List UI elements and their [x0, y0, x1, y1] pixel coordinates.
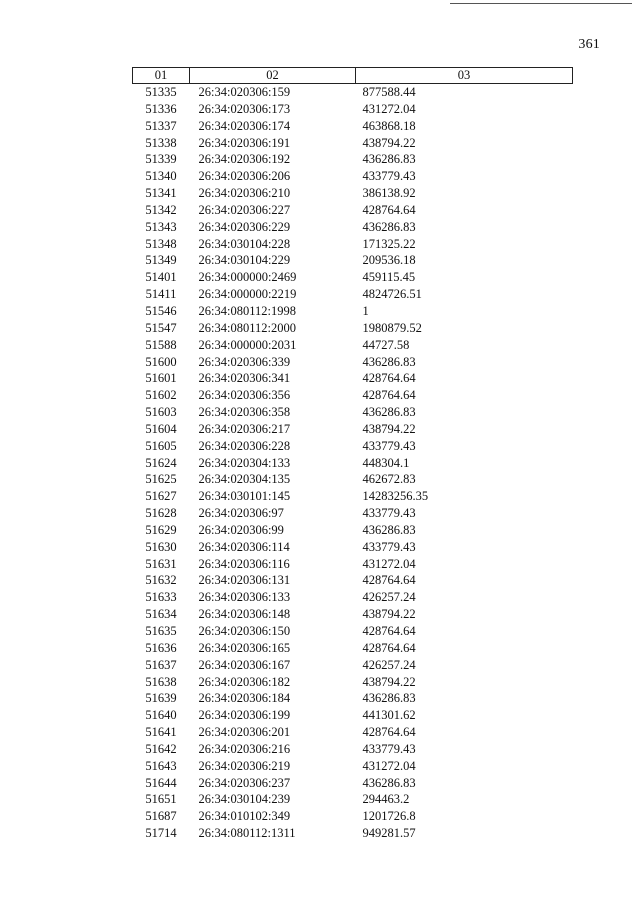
value-cell: 1 [362, 303, 369, 318]
cadastral-number-cell: 26:34:020306:133 [198, 590, 291, 605]
value-cell: 14283256.35 [362, 489, 429, 504]
table-row [133, 337, 573, 354]
table-row [133, 623, 573, 640]
table-row [133, 320, 573, 337]
row-id-cell: 51625 [145, 472, 177, 487]
table-row [133, 455, 573, 472]
cadastral-number-cell: 26:34:020306:237 [198, 775, 291, 790]
value-cell: 436286.83 [362, 152, 416, 167]
table-row [133, 185, 573, 202]
table-row [133, 168, 573, 185]
table-row [133, 657, 573, 674]
cadastral-number-cell: 26:34:000000:2219 [198, 287, 297, 302]
value-cell: 436286.83 [362, 522, 416, 537]
row-id-cell: 51349 [145, 253, 177, 268]
row-id-cell: 51638 [145, 674, 177, 689]
row-id-cell: 51401 [145, 270, 177, 285]
table-row [133, 404, 573, 421]
cadastral-number-cell: 26:34:020306:216 [198, 741, 291, 756]
cadastral-number-cell: 26:34:020306:173 [198, 101, 291, 116]
table-row [133, 438, 573, 455]
cadastral-number-cell: 26:34:020306:99 [198, 522, 284, 537]
row-id-cell: 51651 [145, 792, 177, 807]
table-row [133, 707, 573, 724]
cadastral-number-cell: 26:34:020306:184 [198, 691, 291, 706]
value-cell: 436286.83 [362, 691, 416, 706]
column-header-01: 01 [133, 68, 190, 84]
row-id-cell: 51603 [145, 405, 177, 420]
value-cell: 44727.58 [362, 337, 410, 352]
data-table [132, 67, 573, 842]
cadastral-number-cell: 26:34:020304:135 [198, 472, 291, 487]
row-id-cell: 51635 [145, 624, 177, 638]
row-id-cell: 51687 [145, 809, 177, 824]
cadastral-number-cell: 26:34:030104:229 [198, 253, 291, 268]
table-row [133, 556, 573, 573]
row-id-cell: 51546 [145, 303, 177, 318]
cadastral-number-cell: 26:34:000000:2031 [198, 337, 297, 352]
cadastral-number-cell: 26:34:020306:199 [198, 708, 291, 723]
cadastral-number-cell: 26:34:020306:116 [198, 556, 290, 571]
row-id-cell: 51604 [145, 421, 177, 436]
header-row [133, 68, 573, 84]
row-id-cell: 51411 [145, 287, 177, 302]
value-cell: 433779.43 [362, 169, 416, 184]
cadastral-number-cell: 26:34:020304:133 [198, 455, 291, 470]
table-row [133, 421, 573, 438]
top-rule [450, 3, 632, 4]
row-id-cell: 51348 [145, 236, 177, 251]
row-id-cell: 51632 [145, 573, 177, 588]
row-id-cell: 51637 [145, 657, 177, 672]
row-id-cell: 51640 [145, 708, 177, 723]
table-row [133, 791, 573, 808]
table-row [133, 236, 573, 253]
row-id-cell: 51627 [145, 489, 177, 504]
table-row [133, 775, 573, 792]
table-row [133, 151, 573, 168]
column-header-02: 02 [190, 68, 356, 84]
table-row [133, 303, 573, 320]
cadastral-number-cell: 26:34:020306:174 [198, 118, 291, 133]
row-id-cell: 51335 [145, 85, 177, 99]
value-cell: 441301.62 [362, 708, 416, 723]
value-cell: 428764.64 [362, 624, 416, 638]
value-cell: 438794.22 [362, 135, 416, 150]
row-id-cell: 51336 [145, 101, 177, 116]
row-id-cell: 51600 [145, 354, 177, 369]
value-cell: 433779.43 [362, 741, 416, 756]
row-id-cell: 51714 [145, 826, 177, 841]
value-cell: 431272.04 [362, 101, 416, 116]
value-cell: 436286.83 [362, 405, 416, 420]
cadastral-number-cell: 26:34:020306:191 [198, 135, 291, 150]
value-cell: 877588.44 [362, 85, 416, 99]
table-row [133, 135, 573, 152]
cadastral-number-cell: 26:34:080112:1311 [198, 826, 296, 841]
value-cell: 1201726.8 [362, 809, 416, 824]
value-cell: 448304.1 [362, 455, 410, 470]
row-id-cell: 51341 [145, 186, 177, 201]
value-cell: 426257.24 [362, 590, 416, 605]
cadastral-number-cell: 26:34:000000:2469 [198, 270, 297, 285]
row-id-cell: 51340 [145, 169, 177, 184]
table-header [133, 68, 573, 84]
value-cell: 438794.22 [362, 421, 416, 436]
cadastral-number-cell: 26:34:020306:167 [198, 657, 291, 672]
row-id-cell: 51642 [145, 741, 177, 756]
value-cell: 386138.92 [362, 186, 416, 201]
cadastral-number-cell: 26:34:020306:217 [198, 421, 291, 436]
table-row [133, 488, 573, 505]
cadastral-number-cell: 26:34:020306:150 [198, 624, 291, 638]
table-row [133, 118, 573, 135]
table-row [133, 269, 573, 286]
value-cell: 436286.83 [362, 219, 416, 234]
value-cell: 433779.43 [362, 438, 416, 453]
cadastral-number-cell: 26:34:020306:182 [198, 674, 291, 689]
table-row [133, 84, 573, 101]
table-row [133, 219, 573, 236]
value-cell: 436286.83 [362, 775, 416, 790]
value-cell: 1980879.52 [362, 320, 422, 335]
row-id-cell: 51338 [145, 135, 177, 150]
value-cell: 431272.04 [362, 758, 416, 773]
cadastral-number-cell: 26:34:020306:206 [198, 169, 291, 184]
table-row [133, 825, 573, 842]
value-cell: 433779.43 [362, 539, 416, 554]
value-cell: 438794.22 [362, 607, 416, 622]
cadastral-number-cell: 26:34:020306:358 [198, 405, 291, 420]
row-id-cell: 51643 [145, 758, 177, 773]
value-cell: 436286.83 [362, 354, 416, 369]
value-cell: 463868.18 [362, 118, 416, 133]
row-id-cell: 51629 [145, 522, 177, 537]
cadastral-number-cell: 26:34:020306:114 [198, 539, 290, 554]
table-row [133, 674, 573, 691]
cadastral-number-cell: 26:34:020306:97 [198, 506, 284, 521]
row-id-cell: 51631 [145, 556, 177, 571]
table-row [133, 101, 573, 118]
value-cell: 433779.43 [362, 506, 416, 521]
value-cell: 428764.64 [362, 573, 416, 588]
row-id-cell: 51641 [145, 725, 177, 740]
cadastral-number-cell: 26:34:030104:239 [198, 792, 291, 807]
table-row [133, 202, 573, 219]
value-cell: 431272.04 [362, 556, 416, 571]
cadastral-number-cell: 26:34:020306:159 [198, 85, 291, 99]
column-header-03: 03 [356, 68, 573, 84]
cadastral-number-cell: 26:34:020306:148 [198, 607, 291, 622]
cadastral-number-cell: 26:34:020306:131 [198, 573, 291, 588]
value-cell: 4824726.51 [362, 287, 422, 302]
table-row [133, 286, 573, 303]
table-row [133, 522, 573, 539]
row-id-cell: 51588 [145, 337, 177, 352]
table-row [133, 640, 573, 657]
table-row [133, 354, 573, 371]
table-row [133, 370, 573, 387]
value-cell: 459115.45 [362, 270, 416, 285]
cadastral-number-cell: 26:34:020306:201 [198, 725, 291, 740]
value-cell: 426257.24 [362, 657, 416, 672]
table-row [133, 471, 573, 488]
table-row [133, 724, 573, 741]
cadastral-number-cell: 26:34:030101:145 [198, 489, 291, 504]
row-id-cell: 51633 [145, 590, 177, 605]
row-id-cell: 51343 [145, 219, 177, 234]
table-row [133, 690, 573, 707]
row-id-cell: 51636 [145, 640, 177, 655]
table-row [133, 572, 573, 589]
table-row [133, 741, 573, 758]
cadastral-number-cell: 26:34:080112:1998 [198, 303, 296, 318]
value-cell: 428764.64 [362, 202, 416, 217]
cadastral-number-cell: 26:34:020306:339 [198, 354, 291, 369]
value-cell: 294463.2 [362, 792, 410, 807]
row-id-cell: 51602 [145, 388, 177, 403]
cadastral-number-cell: 26:34:030104:228 [198, 236, 291, 251]
value-cell: 428764.64 [362, 371, 416, 386]
cadastral-number-cell: 26:34:020306:210 [198, 186, 291, 201]
value-cell: 462672.83 [362, 472, 416, 487]
cadastral-number-cell: 26:34:020306:192 [198, 152, 291, 167]
row-id-cell: 51639 [145, 691, 177, 706]
table-row [133, 758, 573, 775]
cadastral-number-cell: 26:34:020306:356 [198, 388, 291, 403]
value-cell: 171325.22 [362, 236, 416, 251]
table-row [133, 606, 573, 623]
row-id-cell: 51644 [145, 775, 177, 790]
cadastral-number-cell: 26:34:020306:227 [198, 202, 291, 217]
table-row [133, 505, 573, 522]
row-id-cell: 51605 [145, 438, 177, 453]
row-id-cell: 51628 [145, 506, 177, 521]
table-row [133, 387, 573, 404]
value-cell: 428764.64 [362, 388, 416, 403]
row-id-cell: 51601 [145, 371, 177, 386]
row-id-cell: 51337 [145, 118, 177, 133]
cadastral-number-cell: 26:34:010102:349 [198, 809, 291, 824]
cadastral-number-cell: 26:34:020306:165 [198, 640, 291, 655]
cadastral-number-cell: 26:34:020306:229 [198, 219, 291, 234]
value-cell: 438794.22 [362, 674, 416, 689]
row-id-cell: 51342 [145, 202, 177, 217]
row-id-cell: 51339 [145, 152, 177, 167]
cadastral-number-cell: 26:34:080112:2000 [198, 320, 296, 335]
row-id-cell: 51547 [145, 320, 177, 335]
value-cell: 209536.18 [362, 253, 416, 268]
value-cell: 949281.57 [362, 826, 416, 841]
table-row [133, 252, 573, 269]
cadastral-number-cell: 26:34:020306:219 [198, 758, 291, 773]
table-row [133, 539, 573, 556]
table-body [133, 84, 573, 842]
value-cell: 428764.64 [362, 640, 416, 655]
row-id-cell: 51630 [145, 539, 177, 554]
row-id-cell: 51624 [145, 455, 177, 470]
table-row [133, 808, 573, 825]
cadastral-number-cell: 26:34:020306:228 [198, 438, 291, 453]
value-cell: 428764.64 [362, 725, 416, 740]
table-row [133, 589, 573, 606]
cadastral-number-cell: 26:34:020306:341 [198, 371, 291, 386]
row-id-cell: 51634 [145, 607, 177, 622]
page-number: 361 [578, 37, 600, 52]
